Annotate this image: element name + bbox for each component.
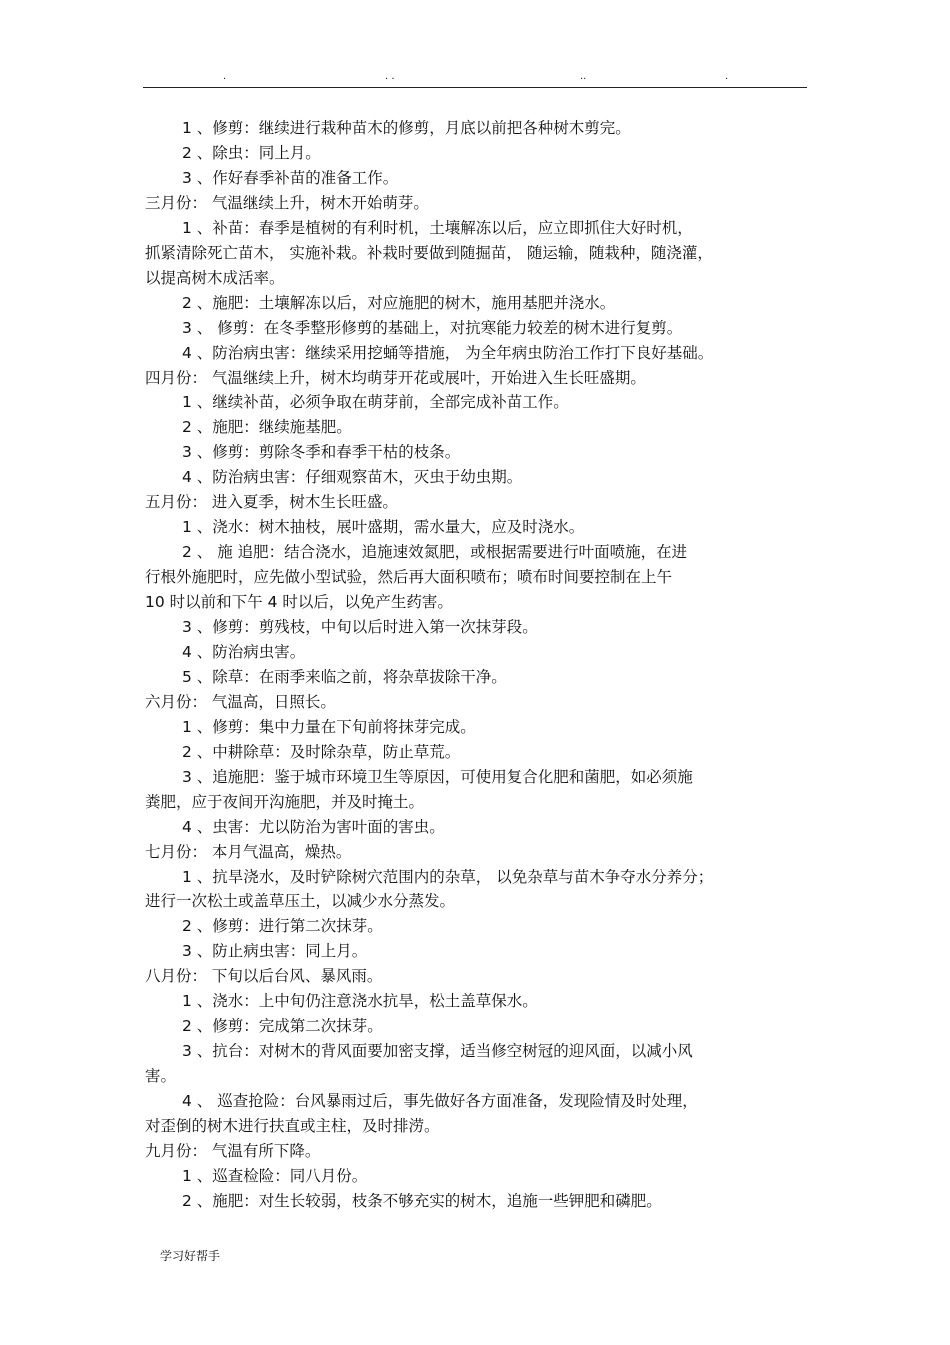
indented-paragraph-line: 3 、抗台：对树木的背风面要加密支撑，适当修空树冠的迎风面，以减小风 xyxy=(182,1042,693,1061)
indented-paragraph-line: 2 、中耕除草：及时除杂草，防止草荒。 xyxy=(182,742,461,761)
indented-paragraph-line: 2 、 施 追肥：结合浇水，追施速效氮肥，或根据需要进行叶面喷施，在进 xyxy=(182,543,688,562)
indented-paragraph-line: 3 、作好春季补苗的准备工作。 xyxy=(182,168,399,187)
paragraph-line: 对歪倒的树木进行扶直或主柱，及时排涝。 xyxy=(145,1117,440,1135)
paragraph-line: 六月份： 气温高，日照长。 xyxy=(145,692,336,711)
indented-paragraph-line: 3 、 修剪：在冬季整形修剪的基础上，对抗寒能力较差的树木进行复剪。 xyxy=(182,318,683,337)
header-rule xyxy=(143,87,807,88)
indented-paragraph-line: 4 、防治病虫害：继续采用挖蛹等措施， 为全年病虫防治工作打下良好基础。 xyxy=(182,343,714,362)
indented-paragraph-line: 2 、施肥：对生长较弱，枝条不够充实的树木，追施一些钾肥和磷肥。 xyxy=(182,1191,662,1210)
paragraph-line: 七月份： 本月气温高，燥热。 xyxy=(145,842,352,861)
header-dot: .. xyxy=(580,71,587,82)
paragraph-line: 粪肥，应于夜间开沟施肥，并及时掩土。 xyxy=(145,792,425,811)
paragraph-line: 行根外施肥时，应先做小型试验，然后再大面积喷布；喷布时间要控制在上午 xyxy=(145,568,673,587)
indented-paragraph-line: 4 、防治病虫害。 xyxy=(182,642,306,661)
indented-paragraph-line: 1 、继续补苗，必须争取在萌芽前，全部完成补苗工作。 xyxy=(182,393,569,412)
header-dot: . xyxy=(725,71,729,82)
paragraph-line: 进行一次松土或盖草压土，以减少水分蒸发。 xyxy=(145,892,456,911)
indented-paragraph-line: 3 、修剪：剪残枝，中旬以后时进入第一次抹芽段。 xyxy=(182,618,538,636)
indented-paragraph-line: 2 、除虫：同上月。 xyxy=(182,143,321,162)
indented-paragraph-line: 2 、施肥：继续施基肥。 xyxy=(182,418,352,437)
paragraph-line: 八月份： 下旬以后台风、暴风雨。 xyxy=(145,967,383,986)
paragraph-line: 四月份： 气温继续上升，树木均萌芽开花或展叶，开始进入生长旺盛期。 xyxy=(145,368,646,387)
page-footer: 学习好帮手 xyxy=(160,1249,221,1263)
indented-paragraph-line: 1 、修剪：继续进行栽种苗木的修剪，月底以前把各种树木剪完。 xyxy=(182,119,631,137)
paragraph-line: 三月份： 气温继续上升，树木开始萌芽。 xyxy=(145,193,429,212)
paragraph-line: 10 时以前和下午 4 时以后，以免产生药害。 xyxy=(145,593,453,612)
indented-paragraph-line: 2 、修剪：完成第二次抹芽。 xyxy=(182,1017,383,1036)
indented-paragraph-line: 3 、修剪：剪除冬季和春季干枯的枝条。 xyxy=(182,443,461,462)
indented-paragraph-line: 4 、防治病虫害：仔细观察苗木，灭虫于幼虫期。 xyxy=(182,468,523,487)
paragraph-line: 抓紧清除死亡苗木， 实施补栽。补栽时要做到随掘苗， 随运输，随栽种，随浇灌， xyxy=(145,243,713,262)
paragraph-line: 九月份： 气温有所下降。 xyxy=(145,1141,321,1160)
indented-paragraph-line: 4 、虫害：尤以防治为害叶面的害虫。 xyxy=(182,817,445,836)
indented-paragraph-line: 3 、防止病虫害：同上月。 xyxy=(182,942,368,961)
indented-paragraph-line: 1 、修剪：集中力量在下旬前将抹芽完成。 xyxy=(182,717,476,736)
indented-paragraph-line: 1 、浇水：上中旬仍注意浇水抗旱，松土盖草保水。 xyxy=(182,992,538,1011)
paragraph-line: 五月份： 进入夏季，树木生长旺盛。 xyxy=(145,493,398,512)
header-dot: . . xyxy=(385,71,395,82)
header-decoration xyxy=(143,70,807,84)
indented-paragraph-line: 4 、 巡查抢险：台风暴雨过后，事先做好各方面准备，发现险情及时处理， xyxy=(182,1092,698,1111)
indented-paragraph-line: 2 、施肥：土壤解冻以后，对应施肥的树木，施用基肥并浇水。 xyxy=(182,293,616,312)
indented-paragraph-line: 1 、浇水：树木抽枝，展叶盛期，需水量大，应及时浇水。 xyxy=(182,518,585,537)
indented-paragraph-line: 1 、补苗：春季是植树的有利时机，土壤解冻以后，应立即抓住大好时机， xyxy=(182,218,693,237)
paragraph-line: 害。 xyxy=(145,1067,177,1086)
indented-paragraph-line: 3 、追施肥：鉴于城市环境卫生等原因，可使用复合化肥和菌肥，如必须施 xyxy=(182,767,693,786)
indented-paragraph-line: 1 、巡查检险：同八月份。 xyxy=(182,1166,368,1185)
paragraph-line: 以提高树木成活率。 xyxy=(145,268,285,287)
indented-paragraph-line: 5 、除草：在雨季来临之前，将杂草拔除干净。 xyxy=(182,667,507,686)
indented-paragraph-line: 1 、抗旱浇水，及时铲除树穴范围内的杂草， 以免杂草与苗木争夺水分养分； xyxy=(182,867,714,886)
header-dot: . xyxy=(223,71,227,82)
indented-paragraph-line: 2 、修剪：进行第二次抹芽。 xyxy=(182,917,383,936)
